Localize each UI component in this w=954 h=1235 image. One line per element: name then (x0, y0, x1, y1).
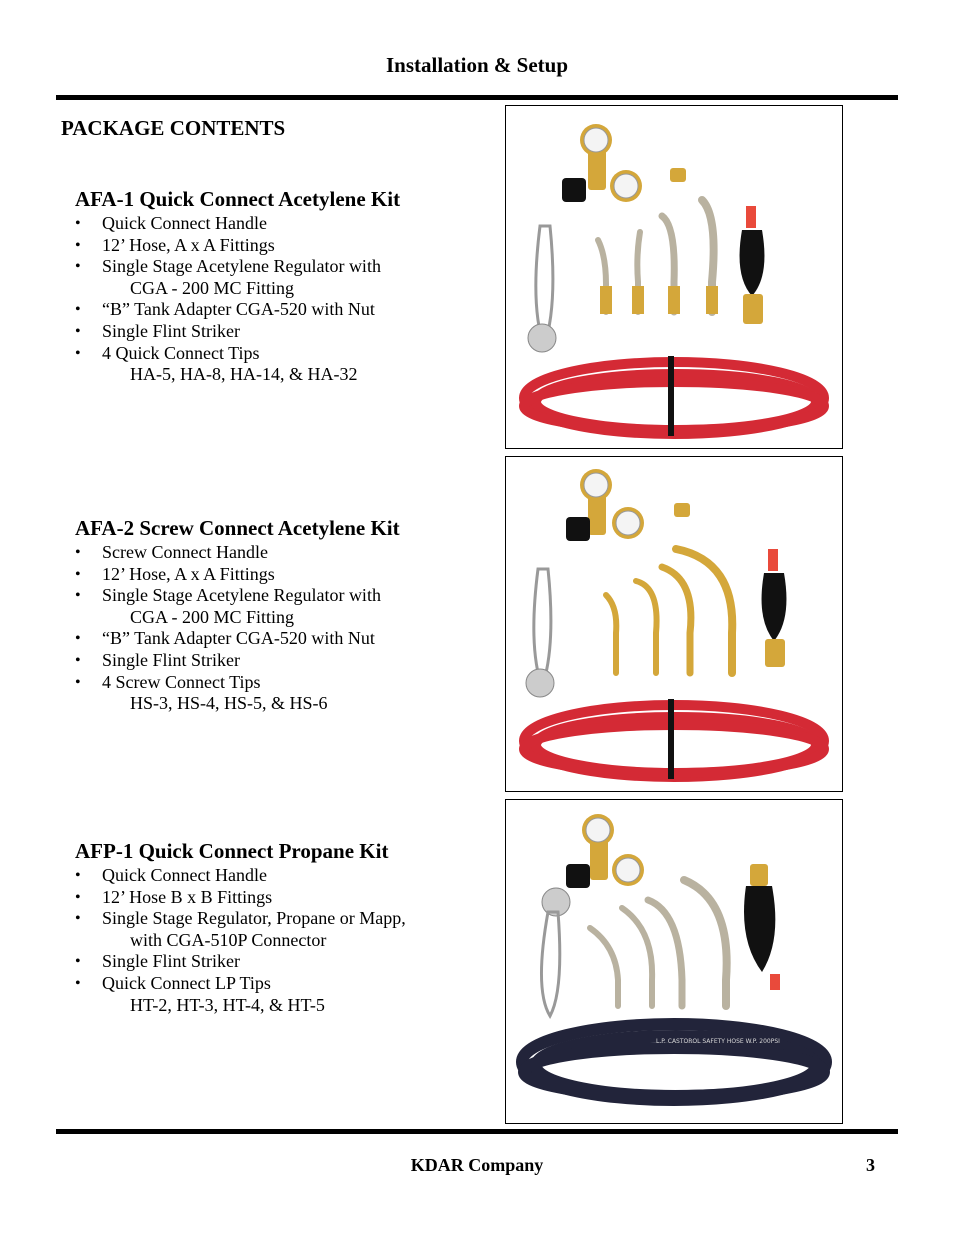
handle-icon (762, 549, 787, 667)
kit-illustration (506, 106, 842, 448)
welding-tips-icon (590, 880, 727, 1006)
list-item: • Screw Connect Handle (75, 542, 495, 564)
handle-icon (740, 206, 765, 324)
header-rule (56, 95, 898, 100)
list-item: • 4 Quick Connect Tips HA-5, HA-8, HA-14, & HA-32 (75, 343, 495, 386)
list-item: • 12’ Hose, A x A Fittings (75, 564, 495, 586)
flint-striker-icon (526, 569, 554, 697)
list-item: • Single Stage Acetylene Regulator with CGA - 200 MC Fitting (75, 256, 495, 299)
kit-afp-1 (75, 839, 495, 1016)
kit-contents-list (75, 213, 495, 386)
list-item: • Quick Connect LP Tips HT-2, HT-3, HT-4, & HT-5 (75, 973, 495, 1016)
list-item: • “B” Tank Adapter CGA-520 with Nut (75, 628, 495, 650)
welding-tips-icon (606, 549, 732, 673)
kit-illustration (506, 800, 842, 1123)
page-number: 3 (866, 1155, 875, 1175)
kit-contents-list (75, 865, 495, 1016)
kit-title: AFA-2 Screw Connect Acetylene Kit (75, 516, 400, 540)
section-title: PACKAGE CONTENTS (61, 116, 286, 140)
handle-icon (744, 864, 780, 990)
list-item: • “B” Tank Adapter CGA-520 with Nut (75, 299, 495, 321)
flint-striker-icon (541, 888, 570, 1016)
regulator-icon (562, 124, 642, 202)
hose-icon (522, 1024, 826, 1100)
kit-photo-afp-1 (505, 799, 843, 1124)
kit-illustration (506, 457, 842, 791)
list-item-continuation: with CGA-510P Connector (130, 929, 327, 950)
regulator-icon (566, 469, 644, 541)
list-item: • Single Stage Acetylene Regulator with CGA - 200 MC Fitting (75, 585, 495, 628)
tip-list: HS-3, HS-4, HS-5, & HS-6 (130, 693, 328, 714)
tip-list: HT-2, HT-3, HT-4, & HT-5 (130, 994, 325, 1015)
list-item: • Single Flint Striker (75, 951, 495, 973)
regulator-icon (566, 814, 644, 888)
list-item: • 12’ Hose, A x A Fittings (75, 235, 495, 257)
hose-icon (524, 356, 824, 436)
tank-adapter-icon (670, 168, 686, 182)
list-item: • Quick Connect Handle (75, 213, 495, 235)
kit-photo-afa-1 (505, 105, 843, 449)
hose-icon (524, 699, 824, 779)
kit-contents-list (75, 542, 495, 715)
list-item-continuation: CGA - 200 MC Fitting (130, 277, 295, 298)
kit-afa-1 (75, 187, 495, 386)
kit-title: AFA-1 Quick Connect Acetylene Kit (75, 187, 401, 211)
list-item: • Single Flint Striker (75, 321, 495, 343)
flint-striker-icon (528, 226, 556, 352)
welding-tips-icon (598, 200, 718, 314)
footer-rule (56, 1129, 898, 1134)
list-item: • Single Flint Striker (75, 650, 495, 672)
kit-afa-2 (75, 516, 495, 715)
kit-title: AFP-1 Quick Connect Propane Kit (75, 839, 389, 863)
hose-print: L.P. CASTOROL SAFETY HOSE W.P. 200PSI (656, 1038, 780, 1045)
footer-company: KDAR Company (410, 1155, 544, 1175)
list-item: • Quick Connect Handle (75, 865, 495, 887)
tip-list: HA-5, HA-8, HA-14, & HA-32 (130, 364, 358, 385)
list-item: • 12’ Hose B x B Fittings (75, 887, 495, 909)
list-item: • 4 Screw Connect Tips HS-3, HS-4, HS-5, & HS-6 (75, 672, 495, 715)
list-item: • Single Stage Regulator, Propane or Mapp, with CGA-510P Connector (75, 908, 495, 951)
list-item-continuation: CGA - 200 MC Fitting (130, 606, 295, 627)
kit-photo-afa-2 (505, 456, 843, 792)
tank-adapter-icon (674, 503, 690, 517)
page-header: Installation & Setup (385, 53, 569, 77)
